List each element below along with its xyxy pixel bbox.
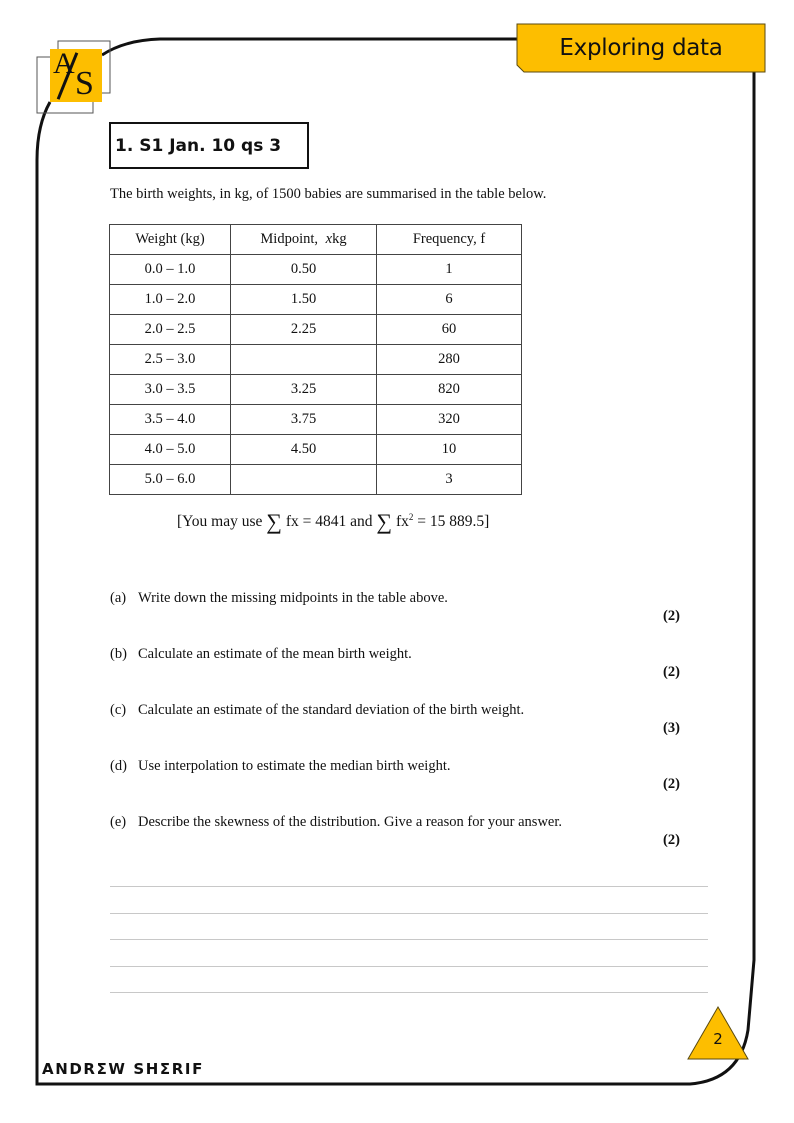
table-header-row (110, 225, 522, 255)
logo-letter-s: S (75, 65, 94, 102)
weight-cell: 3.5 – 4.0 (110, 405, 231, 435)
author-name: ANDRΣW SHΣRIF (42, 1060, 204, 1078)
header-frequency: Frequency, f (377, 225, 522, 255)
frequency-cell: 1 (377, 255, 522, 285)
frequency-cell: 60 (377, 315, 522, 345)
part-label: (b) (110, 646, 127, 662)
logo (50, 49, 102, 102)
hint-sum-fx2-value: = 15 889.5] (413, 513, 490, 530)
part-marks: (2) (663, 832, 680, 848)
topic-tab-label: Exploring data (559, 35, 723, 61)
table-row (110, 465, 522, 495)
frequency-cell: 6 (377, 285, 522, 315)
question-part (110, 590, 448, 607)
header-weight: Weight (kg) (110, 225, 231, 255)
table-row (110, 255, 522, 285)
part-text: Write down the missing midpoints in the table above. (138, 590, 448, 606)
midpoint-cell[interactable] (231, 465, 377, 495)
midpoint-cell: 1.50 (231, 285, 377, 315)
part-label: (e) (110, 814, 127, 830)
answer-line[interactable] (110, 966, 708, 967)
sigma-symbol: ∑ (266, 509, 282, 534)
header-midpoint (231, 225, 377, 255)
frequency-table (109, 224, 522, 495)
part-label: (a) (110, 590, 127, 606)
weight-cell: 2.0 – 2.5 (110, 315, 231, 345)
midpoint-cell: 2.25 (231, 315, 377, 345)
page-number: 2 (713, 1030, 723, 1048)
answer-line[interactable] (110, 913, 708, 914)
frequency-cell: 10 (377, 435, 522, 465)
midpoint-cell: 0.50 (231, 255, 377, 285)
midpoint-cell: 3.75 (231, 405, 377, 435)
part-label: (c) (110, 702, 127, 718)
header-midpoint-var: x (325, 231, 333, 247)
table-row (110, 315, 522, 345)
part-marks: (2) (663, 776, 680, 792)
question-part (110, 814, 562, 831)
question-part (110, 646, 412, 663)
frequency-cell: 3 (377, 465, 522, 495)
hint-prefix: [You may use (177, 513, 267, 530)
weight-cell: 0.0 – 1.0 (110, 255, 231, 285)
part-label: (d) (110, 758, 127, 774)
frequency-cell: 320 (377, 405, 522, 435)
midpoint-cell: 4.50 (231, 435, 377, 465)
question-intro: The birth weights, in kg, of 1500 babies are summarised in the table below. (110, 186, 547, 202)
hint-formula (177, 509, 489, 535)
weight-cell: 5.0 – 6.0 (110, 465, 231, 495)
question-part (110, 702, 524, 719)
table-row (110, 435, 522, 465)
question-part (110, 758, 450, 775)
part-text: Use interpolation to estimate the median birth weight. (138, 758, 451, 774)
part-text: Calculate an estimate of the standard deviation of the birth weight. (138, 702, 525, 718)
sigma-symbol: ∑ (376, 509, 393, 534)
frequency-cell: 280 (377, 345, 522, 375)
part-text: Describe the skewness of the distribution. Give a reason for your answer. (138, 814, 563, 830)
weight-cell: 3.0 – 3.5 (110, 375, 231, 405)
logo-letter-a: A (53, 47, 75, 80)
question-title: 1. S1 Jan. 10 qs 3 (109, 122, 309, 169)
part-marks: (2) (663, 608, 680, 624)
part-text: Calculate an estimate of the mean birth weight. (138, 646, 412, 662)
answer-line[interactable] (110, 939, 708, 940)
hint-sum-fx: fx = 4841 and (281, 513, 377, 530)
table-row (110, 345, 522, 375)
answer-line[interactable] (110, 992, 708, 993)
header-midpoint-unit: kg (332, 231, 347, 247)
part-marks: (3) (663, 720, 680, 736)
midpoint-cell[interactable] (231, 345, 377, 375)
hint-superscript: 2 (408, 511, 414, 522)
topic-tab (517, 24, 765, 72)
table-row (110, 285, 522, 315)
answer-line[interactable] (110, 886, 708, 887)
table-row (110, 375, 522, 405)
weight-cell: 1.0 – 2.0 (110, 285, 231, 315)
midpoint-cell: 3.25 (231, 375, 377, 405)
part-marks: (2) (663, 664, 680, 680)
table-row (110, 405, 522, 435)
header-midpoint-label: Midpoint, (260, 231, 319, 247)
frequency-cell: 820 (377, 375, 522, 405)
hint-sum-fx2: fx (392, 513, 409, 530)
weight-cell: 2.5 – 3.0 (110, 345, 231, 375)
weight-cell: 4.0 – 5.0 (110, 435, 231, 465)
